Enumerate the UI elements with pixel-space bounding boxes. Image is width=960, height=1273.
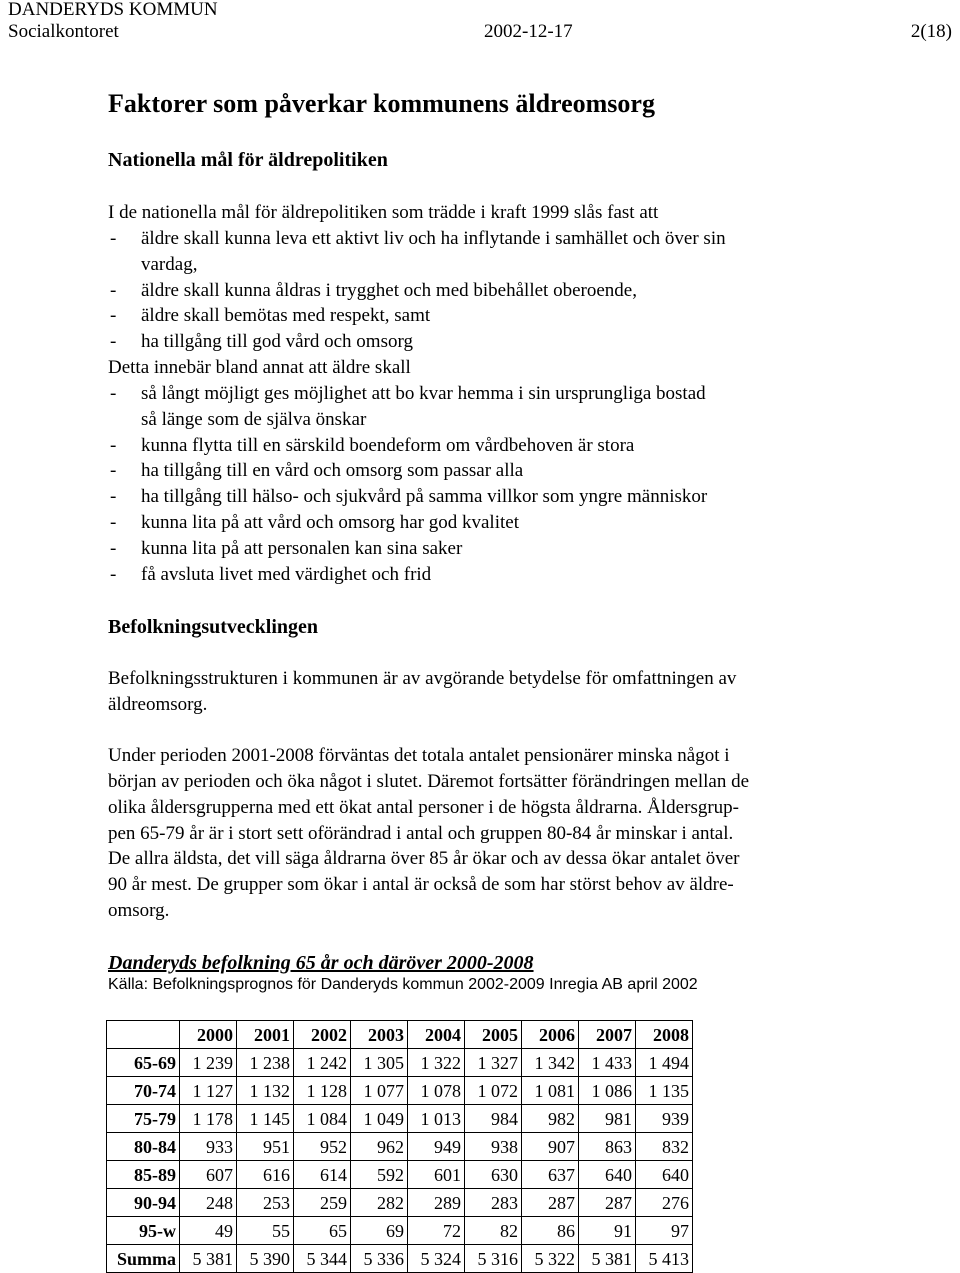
bullet-dash: -	[110, 383, 117, 404]
paragraph-line: början av perioden och öka något i slutet. Däremot fortsätter förändringen mellan de	[108, 771, 750, 792]
implication-item: kunna flytta till en särskild boendeform om vårdbehoven är stora	[141, 435, 635, 456]
table-corner-cell	[107, 1021, 180, 1049]
table-cell: 592	[351, 1161, 408, 1189]
table-cell: 637	[522, 1161, 579, 1189]
age-group-label: Summa	[107, 1245, 180, 1273]
table-cell: 1 049	[351, 1105, 408, 1133]
table-cell: 5 381	[180, 1245, 237, 1273]
table-cell: 1 342	[522, 1049, 579, 1077]
table-cell: 1 077	[351, 1077, 408, 1105]
goals-intro: I de nationella mål för äldrepolitiken som trädde i kraft 1999 slås fast att	[108, 202, 659, 223]
bullet-dash: -	[110, 435, 117, 456]
table-row	[107, 1105, 693, 1133]
table-cell: 951	[237, 1133, 294, 1161]
table-cell: 962	[351, 1133, 408, 1161]
table-cell: 5 413	[636, 1245, 693, 1273]
table-row	[107, 1049, 693, 1077]
year-header: 2008	[636, 1021, 693, 1049]
table-row	[107, 1133, 693, 1161]
page-title: Faktorer som påverkar kommunens äldreomsorg	[108, 89, 655, 118]
table-cell: 981	[579, 1105, 636, 1133]
table-cell: 607	[180, 1161, 237, 1189]
bullet-dash: -	[110, 460, 117, 481]
table-cell: 933	[180, 1133, 237, 1161]
implication-item: ha tillgång till en vård och omsorg som passar alla	[141, 460, 524, 481]
bullet-dash: -	[110, 564, 117, 585]
implication-item: få avsluta livet med värdighet och frid	[141, 564, 432, 585]
table-cell: 82	[465, 1217, 522, 1245]
table-source: Källa: Befolkningsprognos för Danderyds kommun 2002-2009 Inregia AB april 2002	[108, 976, 698, 993]
paragraph-line: äldreomsorg.	[108, 694, 208, 715]
section-heading-population: Befolkningsutvecklingen	[108, 616, 319, 638]
bullet-dash: -	[110, 228, 117, 249]
table-cell: 1 242	[294, 1049, 351, 1077]
page-number: 2(18)	[910, 21, 952, 42]
table-cell: 55	[237, 1217, 294, 1245]
table-cell: 949	[408, 1133, 465, 1161]
age-group-label: 75-79	[107, 1105, 180, 1133]
table-cell: 276	[636, 1189, 693, 1217]
table-cell: 248	[180, 1189, 237, 1217]
table-cell: 1 494	[636, 1049, 693, 1077]
bullet-dash: -	[110, 280, 117, 301]
paragraph-line: Under perioden 2001-2008 förväntas det totala antalet pensionärer minska något i	[108, 745, 730, 766]
table-cell: 49	[180, 1217, 237, 1245]
table-cell: 601	[408, 1161, 465, 1189]
year-header: 2007	[579, 1021, 636, 1049]
year-header: 2003	[351, 1021, 408, 1049]
paragraph-line: omsorg.	[108, 900, 170, 921]
table-row	[107, 1189, 693, 1217]
table-cell: 1 128	[294, 1077, 351, 1105]
implications-intro: Detta innebär bland annat att äldre skall	[108, 357, 411, 378]
goal-item: äldre skall kunna åldras i trygghet och med bibehållet oberoende,	[141, 280, 637, 301]
table-row	[107, 1161, 693, 1189]
table-cell: 1 086	[579, 1077, 636, 1105]
table-cell: 253	[237, 1189, 294, 1217]
paragraph-line: olika åldersgrupperna med ett ökat antal personer i de högsta åldrarna. Åldersgrup-	[108, 797, 739, 818]
table-cell: 640	[636, 1161, 693, 1189]
paragraph-line: Befolkningsstrukturen i kommunen är av avgörande betydelse för omfattningen av	[108, 668, 737, 689]
table-cell: 287	[579, 1189, 636, 1217]
table-cell: 1 178	[180, 1105, 237, 1133]
table-cell: 616	[237, 1161, 294, 1189]
bullet-dash: -	[110, 305, 117, 326]
age-group-label: 70-74	[107, 1077, 180, 1105]
year-header: 2004	[408, 1021, 465, 1049]
table-cell: 259	[294, 1189, 351, 1217]
year-header: 2001	[237, 1021, 294, 1049]
table-cell: 1 084	[294, 1105, 351, 1133]
age-group-label: 90-94	[107, 1189, 180, 1217]
age-group-label: 65-69	[107, 1049, 180, 1077]
table-cell: 1 322	[408, 1049, 465, 1077]
bullet-dash: -	[110, 486, 117, 507]
section-heading-national-goals: Nationella mål för äldrepolitiken	[108, 149, 388, 171]
table-cell: 1 327	[465, 1049, 522, 1077]
table-row	[107, 1077, 693, 1105]
table-cell: 5 381	[579, 1245, 636, 1273]
table-cell: 907	[522, 1133, 579, 1161]
implication-item-continuation: så länge som de själva önskar	[141, 409, 367, 430]
table-cell: 72	[408, 1217, 465, 1245]
table-header-row	[107, 1021, 693, 1049]
table-cell: 952	[294, 1133, 351, 1161]
year-header: 2006	[522, 1021, 579, 1049]
paragraph-line: pen 65-79 år är i stort sett oförändrad i antal och gruppen 80-84 år minskar i antal.	[108, 823, 734, 844]
implication-item: så långt möjligt ges möjlighet att bo kvar hemma i sin ursprungliga bostad	[141, 383, 706, 404]
table-cell: 1 072	[465, 1077, 522, 1105]
table-cell: 614	[294, 1161, 351, 1189]
table-cell: 1 127	[180, 1077, 237, 1105]
bullet-dash: -	[110, 331, 117, 352]
age-group-label: 85-89	[107, 1161, 180, 1189]
table-cell: 1 305	[351, 1049, 408, 1077]
table-cell: 289	[408, 1189, 465, 1217]
goal-item: äldre skall kunna leva ett aktivt liv och ha inflytande i samhället och över sin	[141, 228, 726, 249]
implication-item: ha tillgång till hälso- och sjukvård på samma villkor som yngre människor	[141, 486, 708, 507]
implication-item: kunna lita på att personalen kan sina saker	[141, 538, 463, 559]
table-cell: 5 324	[408, 1245, 465, 1273]
table-cell: 1 433	[579, 1049, 636, 1077]
department-name: Socialkontoret	[8, 21, 119, 42]
table-cell: 5 336	[351, 1245, 408, 1273]
table-cell: 832	[636, 1133, 693, 1161]
table-cell: 86	[522, 1217, 579, 1245]
goal-item: äldre skall bemötas med respekt, samt	[141, 305, 431, 326]
year-header: 2005	[465, 1021, 522, 1049]
goal-item-continuation: vardag,	[141, 254, 198, 275]
table-cell: 1 145	[237, 1105, 294, 1133]
table-cell: 69	[351, 1217, 408, 1245]
implication-item: kunna lita på att vård och omsorg har god kvalitet	[141, 512, 519, 533]
population-table	[106, 1020, 693, 1273]
goal-item: ha tillgång till god vård och omsorg	[141, 331, 413, 352]
table-row	[107, 1217, 693, 1245]
bullet-dash: -	[110, 538, 117, 559]
table-cell: 5 322	[522, 1245, 579, 1273]
table-cell: 1 081	[522, 1077, 579, 1105]
table-cell: 287	[522, 1189, 579, 1217]
table-row	[107, 1245, 693, 1273]
table-cell: 630	[465, 1161, 522, 1189]
paragraph-line: 90 år mest. De grupper som ökar i antal är också de som har störst behov av äldre-	[108, 874, 734, 895]
table-cell: 982	[522, 1105, 579, 1133]
table-title: Danderyds befolkning 65 år och däröver 2000-2008	[108, 952, 534, 974]
year-header: 2002	[294, 1021, 351, 1049]
table-cell: 1 238	[237, 1049, 294, 1077]
table-cell: 97	[636, 1217, 693, 1245]
bullet-dash: -	[110, 512, 117, 533]
table-cell: 283	[465, 1189, 522, 1217]
table-cell: 5 316	[465, 1245, 522, 1273]
table-cell: 1 132	[237, 1077, 294, 1105]
table-cell: 65	[294, 1217, 351, 1245]
age-group-label: 95-w	[107, 1217, 180, 1245]
year-header: 2000	[180, 1021, 237, 1049]
table-cell: 640	[579, 1161, 636, 1189]
table-cell: 938	[465, 1133, 522, 1161]
table-cell: 939	[636, 1105, 693, 1133]
table-cell: 863	[579, 1133, 636, 1161]
table-cell: 5 344	[294, 1245, 351, 1273]
table-cell: 1 013	[408, 1105, 465, 1133]
table-body	[107, 1049, 693, 1273]
paragraph-line: De allra äldsta, det vill säga åldrarna över 85 år ökar och av dessa ökar antalet över	[108, 848, 740, 869]
table-cell: 91	[579, 1217, 636, 1245]
document-date: 2002-12-17	[484, 21, 573, 42]
table-cell: 1 239	[180, 1049, 237, 1077]
table-cell: 282	[351, 1189, 408, 1217]
table-cell: 1 078	[408, 1077, 465, 1105]
table-cell: 5 390	[237, 1245, 294, 1273]
table-cell: 984	[465, 1105, 522, 1133]
organization-name: DANDERYDS KOMMUN	[8, 0, 218, 20]
age-group-label: 80-84	[107, 1133, 180, 1161]
table-cell: 1 135	[636, 1077, 693, 1105]
